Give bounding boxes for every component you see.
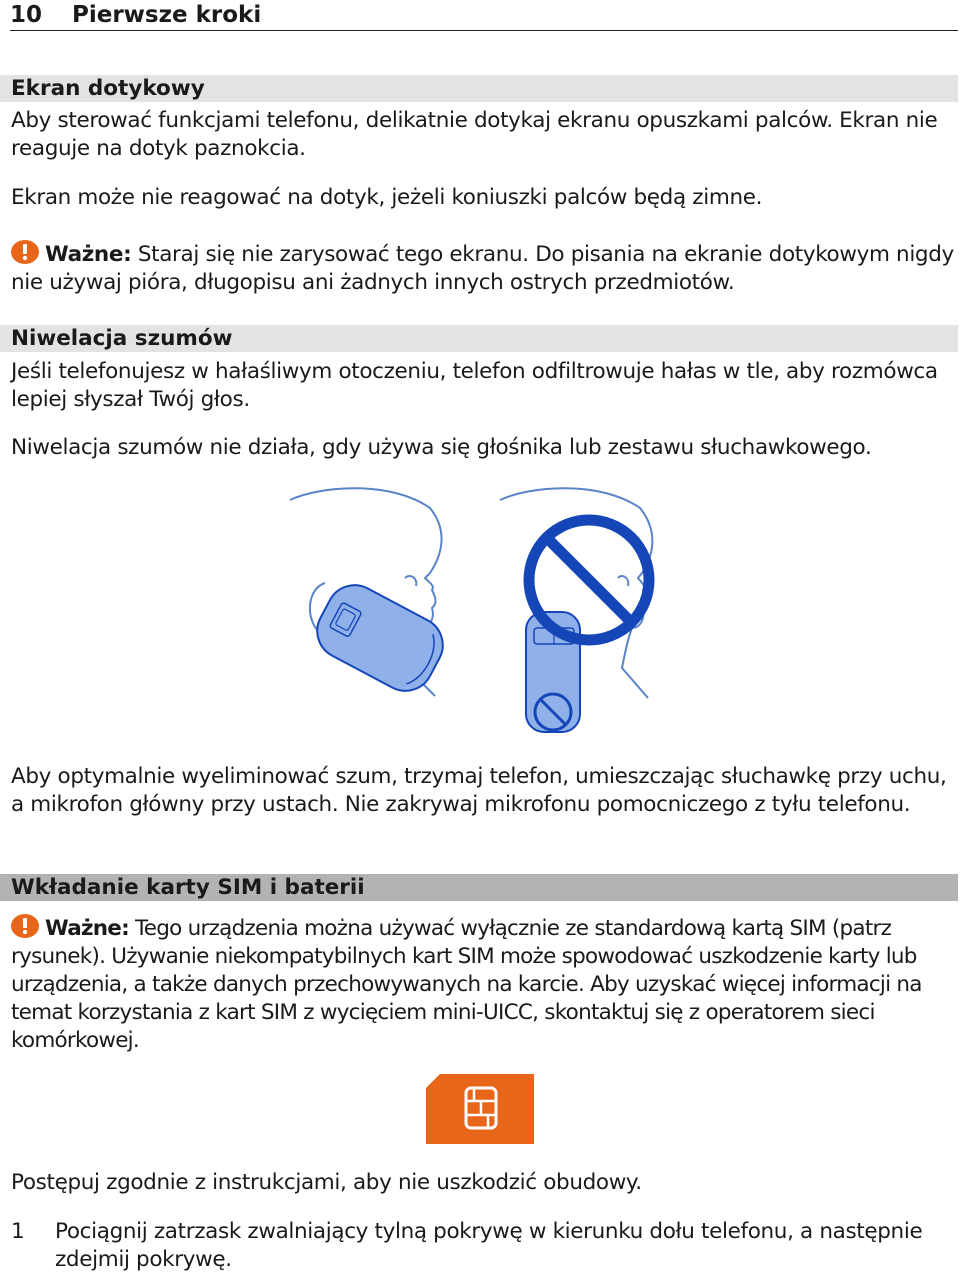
touch-screen-paragraph-1: Aby sterować funkcjami telefonu, delikatnie dotykaj ekranu opuszkami palców. Ekran nie reaguje na dotyk paznokcia. bbox=[11, 108, 938, 161]
warning-icon bbox=[11, 914, 39, 938]
warning-icon bbox=[11, 240, 39, 264]
warning-label: Ważne: bbox=[45, 242, 132, 267]
chapter-title: Pierwsze kroki bbox=[72, 2, 262, 28]
step-text: Pociągnij zatrzask zwalniający tylną pokrywę w kierunku dołu telefonu, a następnie zdejmij pokrywę. bbox=[55, 1219, 923, 1272]
section-heading-sim-battery: Wkładanie karty SIM i baterii bbox=[0, 874, 958, 901]
section-heading-noise-cancellation: Niwelacja szumów bbox=[0, 325, 958, 352]
warning-text: Tego urządzenia można używać wyłącznie ze standardową kartą SIM (patrz rysunek). Używanie niekompatybilnych kart SIM może spowodować uszkodzenie karty lub urządzenia, a także danych przechowywanych na karcie. Aby uzyskać więcej informacji na temat korzystania z kart SIM z wycięciem mini-UICC, skontaktuj się z operatorem sieci komórkowej. bbox=[11, 916, 922, 1053]
page-number: 10 bbox=[10, 2, 43, 28]
touch-screen-paragraph-2: Ekran może nie reagować na dotyk, jeżeli koniuszki palców będą zimne. bbox=[11, 185, 763, 210]
page-header bbox=[10, 0, 958, 31]
noise-paragraph-2: Niwelacja szumów nie działa, gdy używa się głośnika lub zestawu słuchawkowego. bbox=[11, 435, 872, 460]
prohibit-icon bbox=[529, 520, 649, 640]
step-number: 1 bbox=[11, 1219, 25, 1244]
phone-held-correctly bbox=[307, 575, 452, 700]
sim-card-icon bbox=[426, 1074, 534, 1144]
section-heading-touch-screen: Ekran dotykowy bbox=[0, 75, 958, 102]
noise-paragraph-3: Aby optymalnie wyeliminować szum, trzymaj telefon, umieszczając słuchawkę przy uchu, a mikrofon główny przy ustach. Nie zakrywaj mikrofonu pomocniczego z tyłu telefonu. bbox=[11, 764, 947, 817]
touch-screen-warning bbox=[11, 240, 956, 297]
noise-paragraph-1: Jeśli telefonujesz w hałaśliwym otoczeniu, telefon odfiltrowuje hałas w tle, aby rozmówca lepiej słyszał Twój głos. bbox=[11, 359, 938, 412]
warning-label: Ważne: bbox=[45, 916, 129, 941]
phone-usage-illustration bbox=[280, 478, 680, 740]
sim-follow-paragraph: Postępuj zgodnie z instrukcjami, aby nie uszkodzić obudowy. bbox=[11, 1170, 642, 1195]
sim-warning bbox=[11, 914, 956, 1055]
warning-text: Staraj się nie zarysować tego ekranu. Do pisania na ekranie dotykowym nigdy nie używaj pióra, długopisu ani żadnych innych ostrych przedmiotów. bbox=[11, 242, 954, 295]
